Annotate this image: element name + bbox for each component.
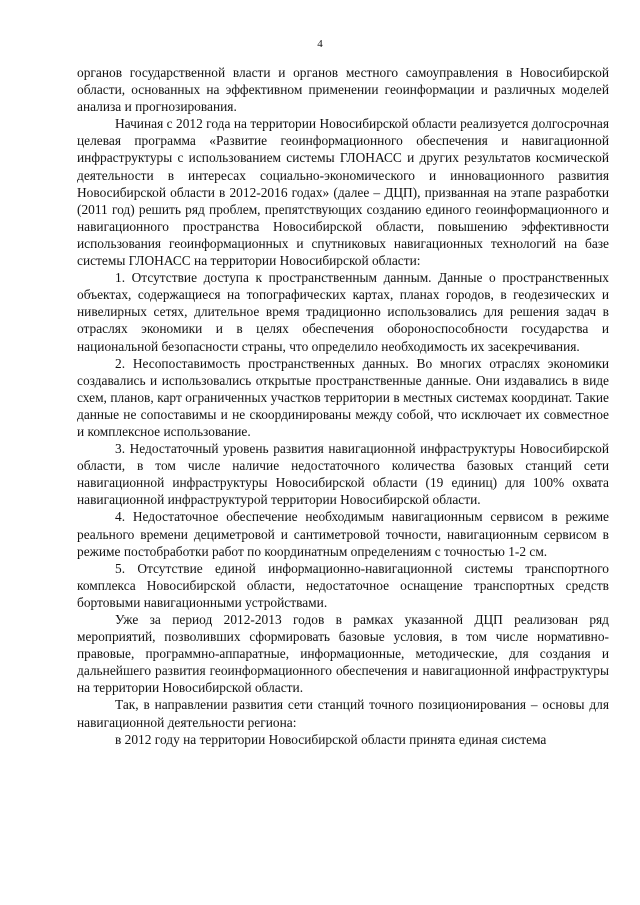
paragraph-1: органов государственной власти и органов местного самоуправления в Новосибирской области, основанных на эффективном применении геоинформации и различных моделей анализа и прогнозирования. (77, 65, 609, 115)
paragraph-10: в 2012 году на территории Новосибирской области принята единая система (115, 731, 547, 747)
paragraph-3: 1. Отсутствие доступа к пространственным данным. Данные о пространственных объектах, содержащиеся на топографических картах, планах городов, в геодезических и нивелирных сетях, длительное время традиционно использовались для решения задач в отраслях экономики и в целях обеспечения обороноспособности государства и национальной безопасности страны, что определило необходимость их засекречивания. (77, 270, 609, 354)
paragraph-6: 4. Недостаточное обеспечение необходимым навигационным сервисом в режиме реального времени дециметровой и сантиметровой точности, навигационным сервисом в режиме постобработки работ по координатным определениям с точностью 1-2 см. (77, 509, 609, 559)
page-number: 4 (317, 38, 323, 50)
paragraph-5: 3. Недостаточный уровень развития навигационной инфраструктуры Новосибирской области, в том числе наличие недостаточного количества базовых станций сети навигационной инфраструктуры Новосибирской области (19 единиц) для 100% охвата навигационной инфраструктурой территории Новосибирской области. (77, 441, 609, 508)
paragraph-2: Начиная с 2012 года на территории Новосибирской области реализуется долгосрочная целевая программа «Развитие геоинформационного обеспечения и навигационной инфраструктуры с использованием системы ГЛОНАСС и других результатов космической деятельности в интересах социально-экономического и инновационного развития Новосибирской области в 2012-2016 годах» (далее – ДЦП), призванная на этапе разработки (2011 год) решить ряд проблем, препятствующих созданию единого геоинформационного и навигационного пространства Новосибирской области, повышению эффективности использования геоинформационных и спутниковых навигационных технологий на базе системы ГЛОНАСС на территории Новосибирской области: (77, 116, 609, 269)
paragraph-9: Так, в направлении развития сети станций точного позиционирования – основы для навигационной деятельности региона: (77, 697, 609, 730)
paragraph-4: 2. Несопоставимость пространственных данных. Во многих отраслях экономики создавались и использовались открытые пространственные данные. Они издавались в виде схем, планов, карт ограниченных участков территории в местных системах координат. Такие данные не сопоставимы и не скоординированы между собой, что исключает их совместное и комплексное использование. (77, 355, 609, 439)
document-body (77, 64, 609, 748)
paragraph-7: 5. Отсутствие единой информационно-навигационной системы транспортного комплекса Новосибирской области, недостаточное оснащение транспортных средств бортовыми навигационными устройствами. (77, 560, 609, 610)
paragraph-8: Уже за период 2012-2013 годов в рамках указанной ДЦП реализован ряд мероприятий, позволивших сформировать базовые условия, в том числе нормативно-правовые, программно-аппаратные, информационные, методические, для создания и дальнейшего развития геоинформационного обеспечения и навигационной инфраструктуры на территории Новосибирской области. (77, 612, 609, 696)
